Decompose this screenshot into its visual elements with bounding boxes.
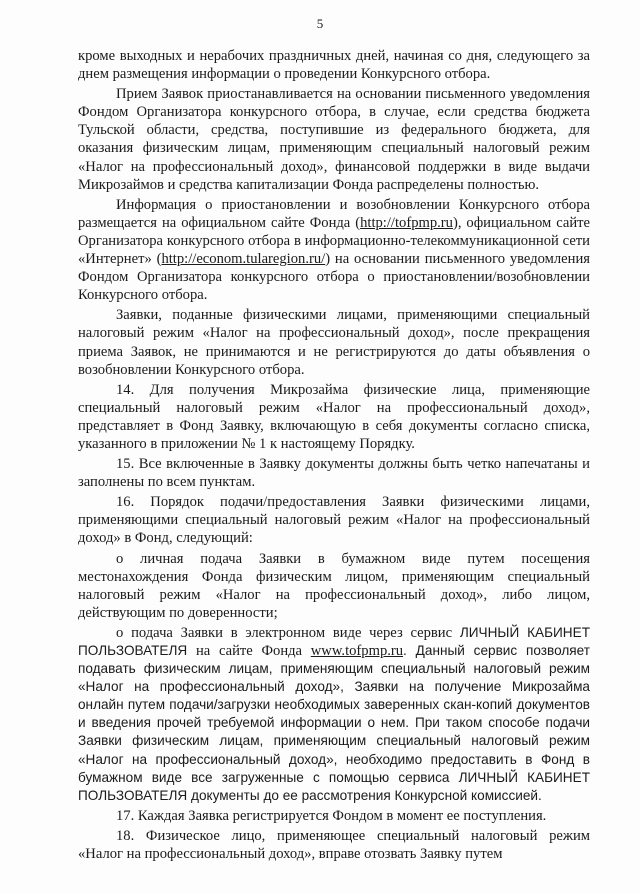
organizer-website-link[interactable]: http://econom.tularegion.ru/ <box>161 251 326 268</box>
paragraph-late-applications: Заявки, поданные физическими лицами, применяющими специальный налоговый режим «Налог на профессиональный доход», после прекращения приема Заявок, не принимаются и не регистрируются до даты объявления о возобновлении Конкурсного отбора. <box>78 307 590 378</box>
paragraph-text: o подача Заявки в электронном виде через сервис <box>116 624 460 641</box>
clause-16: 16. Порядок подачи/предоставления Заявки физическими лицами, применяющими специальный налоговый режим «Налог на профессиональный доход» в Фонд, следующий: <box>78 494 590 547</box>
page-number: 5 <box>316 16 324 31</box>
personal-cabinet-label-2: ЛИЧНЫЙ КАБИНЕТ ПОЛЬЗОВАТЕЛЯ <box>78 769 590 803</box>
paragraph-text: на сайте Фонда <box>187 643 311 659</box>
personal-cabinet-label: ЛИЧНЫЙ КАБИНЕТ ПОЛЬЗОВАТЕЛЯ <box>78 624 590 658</box>
clause-18: 18. Физическое лицо, применяющее специальный налоговый режим «Налог на профессиональный доход», вправе отозвать Заявку путем <box>78 827 590 863</box>
document-body <box>78 47 590 865</box>
fund-site-link[interactable]: www.tofpmp.ru <box>310 643 404 659</box>
paragraph-info-publication <box>78 196 590 305</box>
paragraph-text: документы до ее рассмотрения Конкурсной комиссией. <box>187 787 542 803</box>
fund-website-link[interactable]: http://tofpmp.ru <box>360 214 453 231</box>
list-item-paper-submission: o личная подача Заявки в бумажном виде путем посещения местонахождения Фонда физическим лицом, применяющим специальный налоговый режим «Налог на профессиональный доход», либо лицом, действующим по доверенности; <box>78 550 590 621</box>
paragraph-text: ) на основании письменного уведомления Фондом Организатора конкурсного отбора о приостановлении/возобновлении Конкурсного отбора. <box>78 251 590 304</box>
paragraph-intro-continuation: кроме выходных и нерабочих праздничных дней, начиная со дня, следующего за днем размещения информации о проведении Конкурсного отбора. <box>78 48 590 83</box>
clause-14: 14. Для получения Микрозайма физические лица, применяющие специальный налоговый режим «Налог на профессиональный доход», представляет в Фонд Заявку, включающую в себя документы согласно списка, указанного в приложении № 1 к настоящему Порядку. <box>78 381 590 452</box>
list-item-electronic-submission <box>78 624 590 805</box>
clause-15: 15. Все включенные в Заявку документы должны быть четко напечатаны и заполнены по всем пунктам. <box>78 456 590 491</box>
paragraph-text: ), официальном сайте Организатора конкурсного отбора в информационно-телекоммуникационной сети «Интернет» ( <box>78 214 590 268</box>
clause-17: 17. Каждая Заявка регистрируется Фондом в момент ее поступления. <box>116 807 547 824</box>
paragraph-suspension: Прием Заявок приостанавливается на основании письменного уведомления Фондом Организатора конкурсного отбора, в случае, если средства бюджета Тульской области, средства, поступившие из федерального бюджета, для оказания физическим лицам, применяющим специальный налоговый режим «Налог на профессиональный доход», финансовой поддержки в виде выдачи Микрозаймов и средства капитализации Фонда распределены полностью. <box>78 86 590 193</box>
paragraph-text: Информация о приостановлении и возобновлении Конкурсного отбора размещается на официальном сайте Фонда ( <box>78 196 590 231</box>
paragraph-text: . Данный сервис позволяет подавать физическим лицам, применяющим специальный налоговый режим «Налог на профессиональный доход», Заявки на получение Микрозайма онлайн путем подачи/загрузки необходимых заверенных скан-копий документов и введения прочей требуемой информации о нем. При таком способе подачи Заявки физическим лицам, применяющим специальный налоговый режим «Налог на профессиональный доход», необходимо предоставить в Фонд в бумажном виде все загруженные с помощью сервиса <box>78 643 591 785</box>
